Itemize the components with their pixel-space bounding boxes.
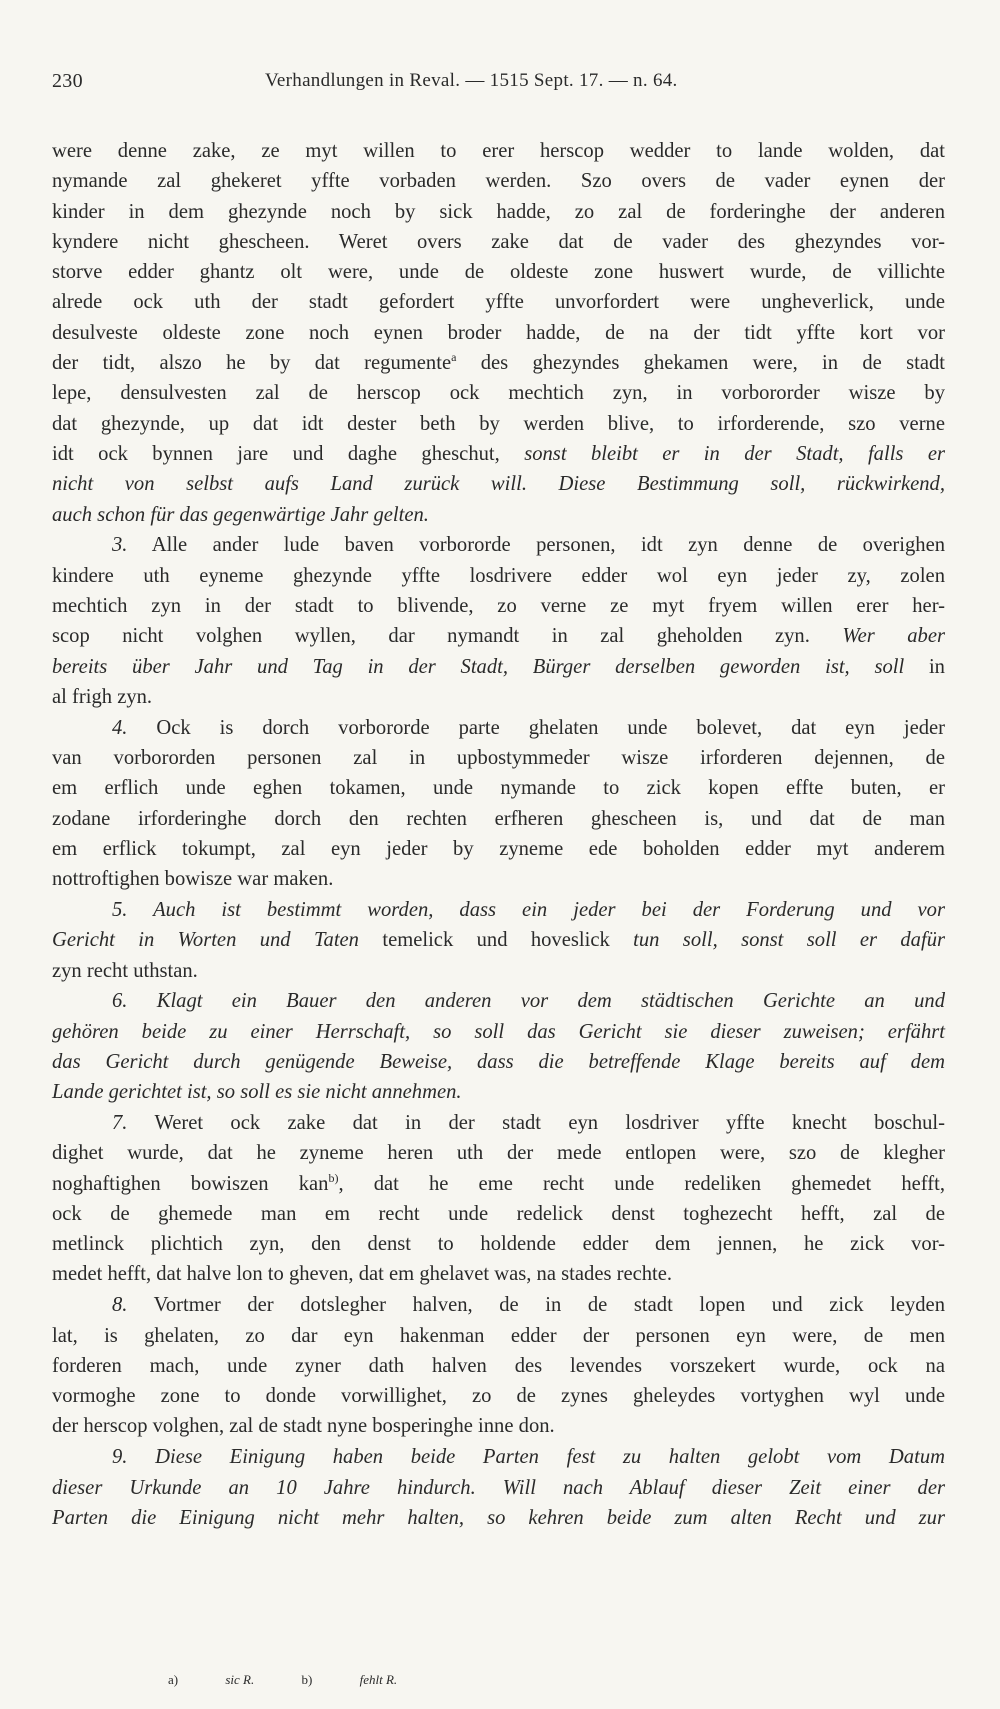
text-line: van vorbororden personen zal in upbostymmeder wisze irforderen dejennen, de [52, 746, 945, 769]
main-text [52, 136, 945, 1533]
section-number: 5. [112, 898, 128, 921]
translation-span: Diese Einigung haben beide Parten fest zu halten gelobt vom Datum [155, 1446, 945, 1469]
text-span: scop nicht volghen wyllen, dar nymandt in zal gheholden zyn. [52, 625, 810, 648]
text-line [52, 621, 945, 651]
translation-line: Parten die Einigung nicht mehr halten, so kehren beide zum alten Recht und zur [52, 1506, 945, 1529]
text-line: vormoghe zone to donde vorwillighet, zo de zynes gheleydes vortyghen wyl unde [52, 1385, 945, 1408]
section-8 [52, 1290, 945, 1441]
section-5 [52, 895, 945, 986]
text-line [52, 1290, 945, 1320]
running-head [52, 70, 952, 100]
text-line [52, 925, 945, 955]
text-line: zyn recht uthstan. [52, 959, 198, 982]
text-line: nottroftighen bowisze war maken. [52, 868, 334, 891]
text-span: Alle ander lude baven vorbororde personen, idt zyn denne de overighen [151, 534, 946, 557]
text-line [52, 1169, 945, 1199]
translation-line [52, 895, 945, 925]
translation-span: Wer aber [842, 625, 945, 648]
text-line: desulveste oldeste zone noch eynen broder hadde, de na der tidt yffte kort vor [52, 321, 945, 344]
text-line: nymande zal ghekeret yffte vorbaden werden. Szo overs de vader eynen der [52, 170, 945, 193]
translation-line: nicht von selbst aufs Land zurück will. Diese Bestimmung soll, rückwirkend, [52, 473, 945, 496]
section-number: 6. [112, 990, 128, 1013]
text-span: in [928, 655, 945, 678]
running-title: Verhandlungen in Reval. — 1515 Sept. 17. — n. 64. [265, 70, 678, 91]
paragraph-continuation [52, 136, 945, 530]
text-span: der tidt, alszo he by dat regumente [52, 352, 452, 375]
text-line: storve edder ghantz olt were, unde de oldeste zone huswert wurde, de villichte [52, 261, 945, 284]
footnote-marker-a: a [451, 350, 457, 365]
section-number: 4. [112, 716, 128, 739]
translation-span: Gericht in Worten und Taten [52, 929, 359, 952]
text-line: forderen mach, unde zyner dath halven des levendes vorszekert wurde, ock na [52, 1354, 945, 1377]
text-line: kyndere nicht ghescheen. Weret overs zake dat de vader des ghezyndes vor- [52, 230, 945, 253]
translation-span: sonst bleibt er in der Stadt, falls er [524, 442, 945, 465]
text-span: des ghezyndes ghekamen were, in de stadt [480, 352, 945, 375]
translation-span: Klagt ein Bauer den anderen vor dem städtischen Gerichte an und [156, 990, 945, 1013]
footnotes [168, 1671, 568, 1689]
footnote-label: a) [168, 1672, 179, 1687]
translation-line: das Gericht durch genügende Beweise, dass die betreffende Klage bereits auf dem [52, 1050, 945, 1073]
section-7 [52, 1108, 945, 1290]
section-number: 3. [112, 534, 128, 557]
text-line: em erflich unde eghen tokamen, unde nymande to zick kopen effte buten, er [52, 777, 945, 800]
section-number: 7. [112, 1112, 128, 1134]
footnote-text: sic R. [225, 1672, 255, 1687]
translation-span: Auch ist bestimmt worden, dass ein jeder bei der Forderung und vor [153, 898, 945, 921]
footnote-label: b) [301, 1672, 313, 1687]
text-line: zodane irforderinghe dorch den rechten erfheren ghescheen is, und dat de man [52, 807, 945, 830]
text-span: noghaftighen bowiszen kan [52, 1172, 329, 1195]
text-span: Vortmer der dotslegher halven, de in de stadt lopen und zick leyden [153, 1294, 945, 1317]
section-3 [52, 530, 945, 712]
text-span: Weret ock zake dat in der stadt eyn losdriver yffte knecht boschul- [154, 1112, 946, 1134]
text-line: kindere uth eyneme ghezynde yffte losdrivere edder wol eyn jeder zy, zolen [52, 564, 945, 587]
text-line: ock de ghemede man em recht unde redelick denst toghezecht hefft, zal de [52, 1202, 945, 1225]
text-span: , dat he eme recht unde redeliken ghemedet hefft, [338, 1172, 945, 1195]
text-line: der herscop volghen, zal de stadt nyne bosperinghe inne don. [52, 1415, 555, 1438]
text-line [52, 439, 945, 469]
section-9 [52, 1442, 945, 1533]
text-line [52, 348, 945, 378]
translation-line: auch schon für das gegenwärtige Jahr gelten. [52, 503, 429, 526]
text-line: em erflick tokumpt, zal eyn jeder by zyneme ede boholden edder myt anderem [52, 837, 945, 860]
footnote-marker-b: b) [328, 1170, 339, 1185]
text-line: al frigh zyn. [52, 685, 153, 708]
text-line [52, 652, 945, 682]
text-line [52, 530, 945, 560]
text-line: metlinck plichtich zyn, den denst to holdende edder dem jennen, he zick vor- [52, 1233, 945, 1256]
translation-span: tun soll, sonst soll er dafür [633, 929, 946, 952]
text-span: idt ock bynnen jare und daghe gheschut, [52, 442, 500, 465]
translation-span: bereits über Jahr und Tag in der Stadt, Bürger derselben geworden ist, soll [52, 655, 905, 678]
text-line: kinder in dem ghezynde noch by sick hadde, zo zal de forderinghe der anderen [52, 200, 945, 223]
translation-line: gehören beide zu einer Herrschaft, so soll das Gericht sie dieser zuweisen; erfährt [52, 1020, 945, 1043]
footnote-text: fehlt R. [359, 1672, 398, 1687]
text-line [52, 1108, 945, 1138]
text-span: Ock is dorch vorbororde parte ghelaten unde bolevet, dat eyn jeder [156, 716, 946, 739]
text-span: temelick und hoveslick [382, 929, 610, 952]
section-number: 9. [112, 1446, 128, 1469]
translation-line: dieser Urkunde an 10 Jahre hindurch. Will nach Ablauf dieser Zeit einer der [52, 1476, 945, 1499]
section-4 [52, 713, 945, 895]
text-line: mechtich zyn in der stadt to blivende, zo verne ze myt fryem willen erer her- [52, 594, 945, 617]
footnote-a [168, 1672, 254, 1687]
text-line: lat, is ghelaten, zo dar eyn hakenman edder der personen eyn were, de men [52, 1324, 945, 1347]
text-line: were denne zake, ze myt willen to erer herscop wedder to lande wolden, dat [52, 140, 945, 162]
text-line: lepe, densulvesten zal de herscop ock mechtich zyn, in vorbororder wisze by [52, 382, 945, 405]
translation-line [52, 1442, 945, 1472]
text-line: alrede ock uth der stadt gefordert yffte unvorfordert were ungheverlick, unde [52, 291, 945, 314]
text-line: medet hefft, dat halve lon to gheven, dat em ghelavet was, na stades rechte. [52, 1263, 673, 1286]
section-number: 8. [112, 1294, 128, 1317]
footnote-b [302, 1672, 398, 1687]
text-line [52, 713, 945, 743]
translation-line [52, 986, 945, 1016]
translation-line: Lande gerichtet ist, so soll es sie nicht annehmen. [52, 1081, 462, 1104]
section-6 [52, 986, 945, 1107]
page-number: 230 [52, 70, 83, 92]
text-line: dighet wurde, dat he zyneme heren uth der mede entlopen were, szo de klegher [52, 1142, 945, 1165]
text-line: dat ghezynde, up dat idt dester beth by werden blive, to irforderende, szo verne [52, 412, 945, 435]
